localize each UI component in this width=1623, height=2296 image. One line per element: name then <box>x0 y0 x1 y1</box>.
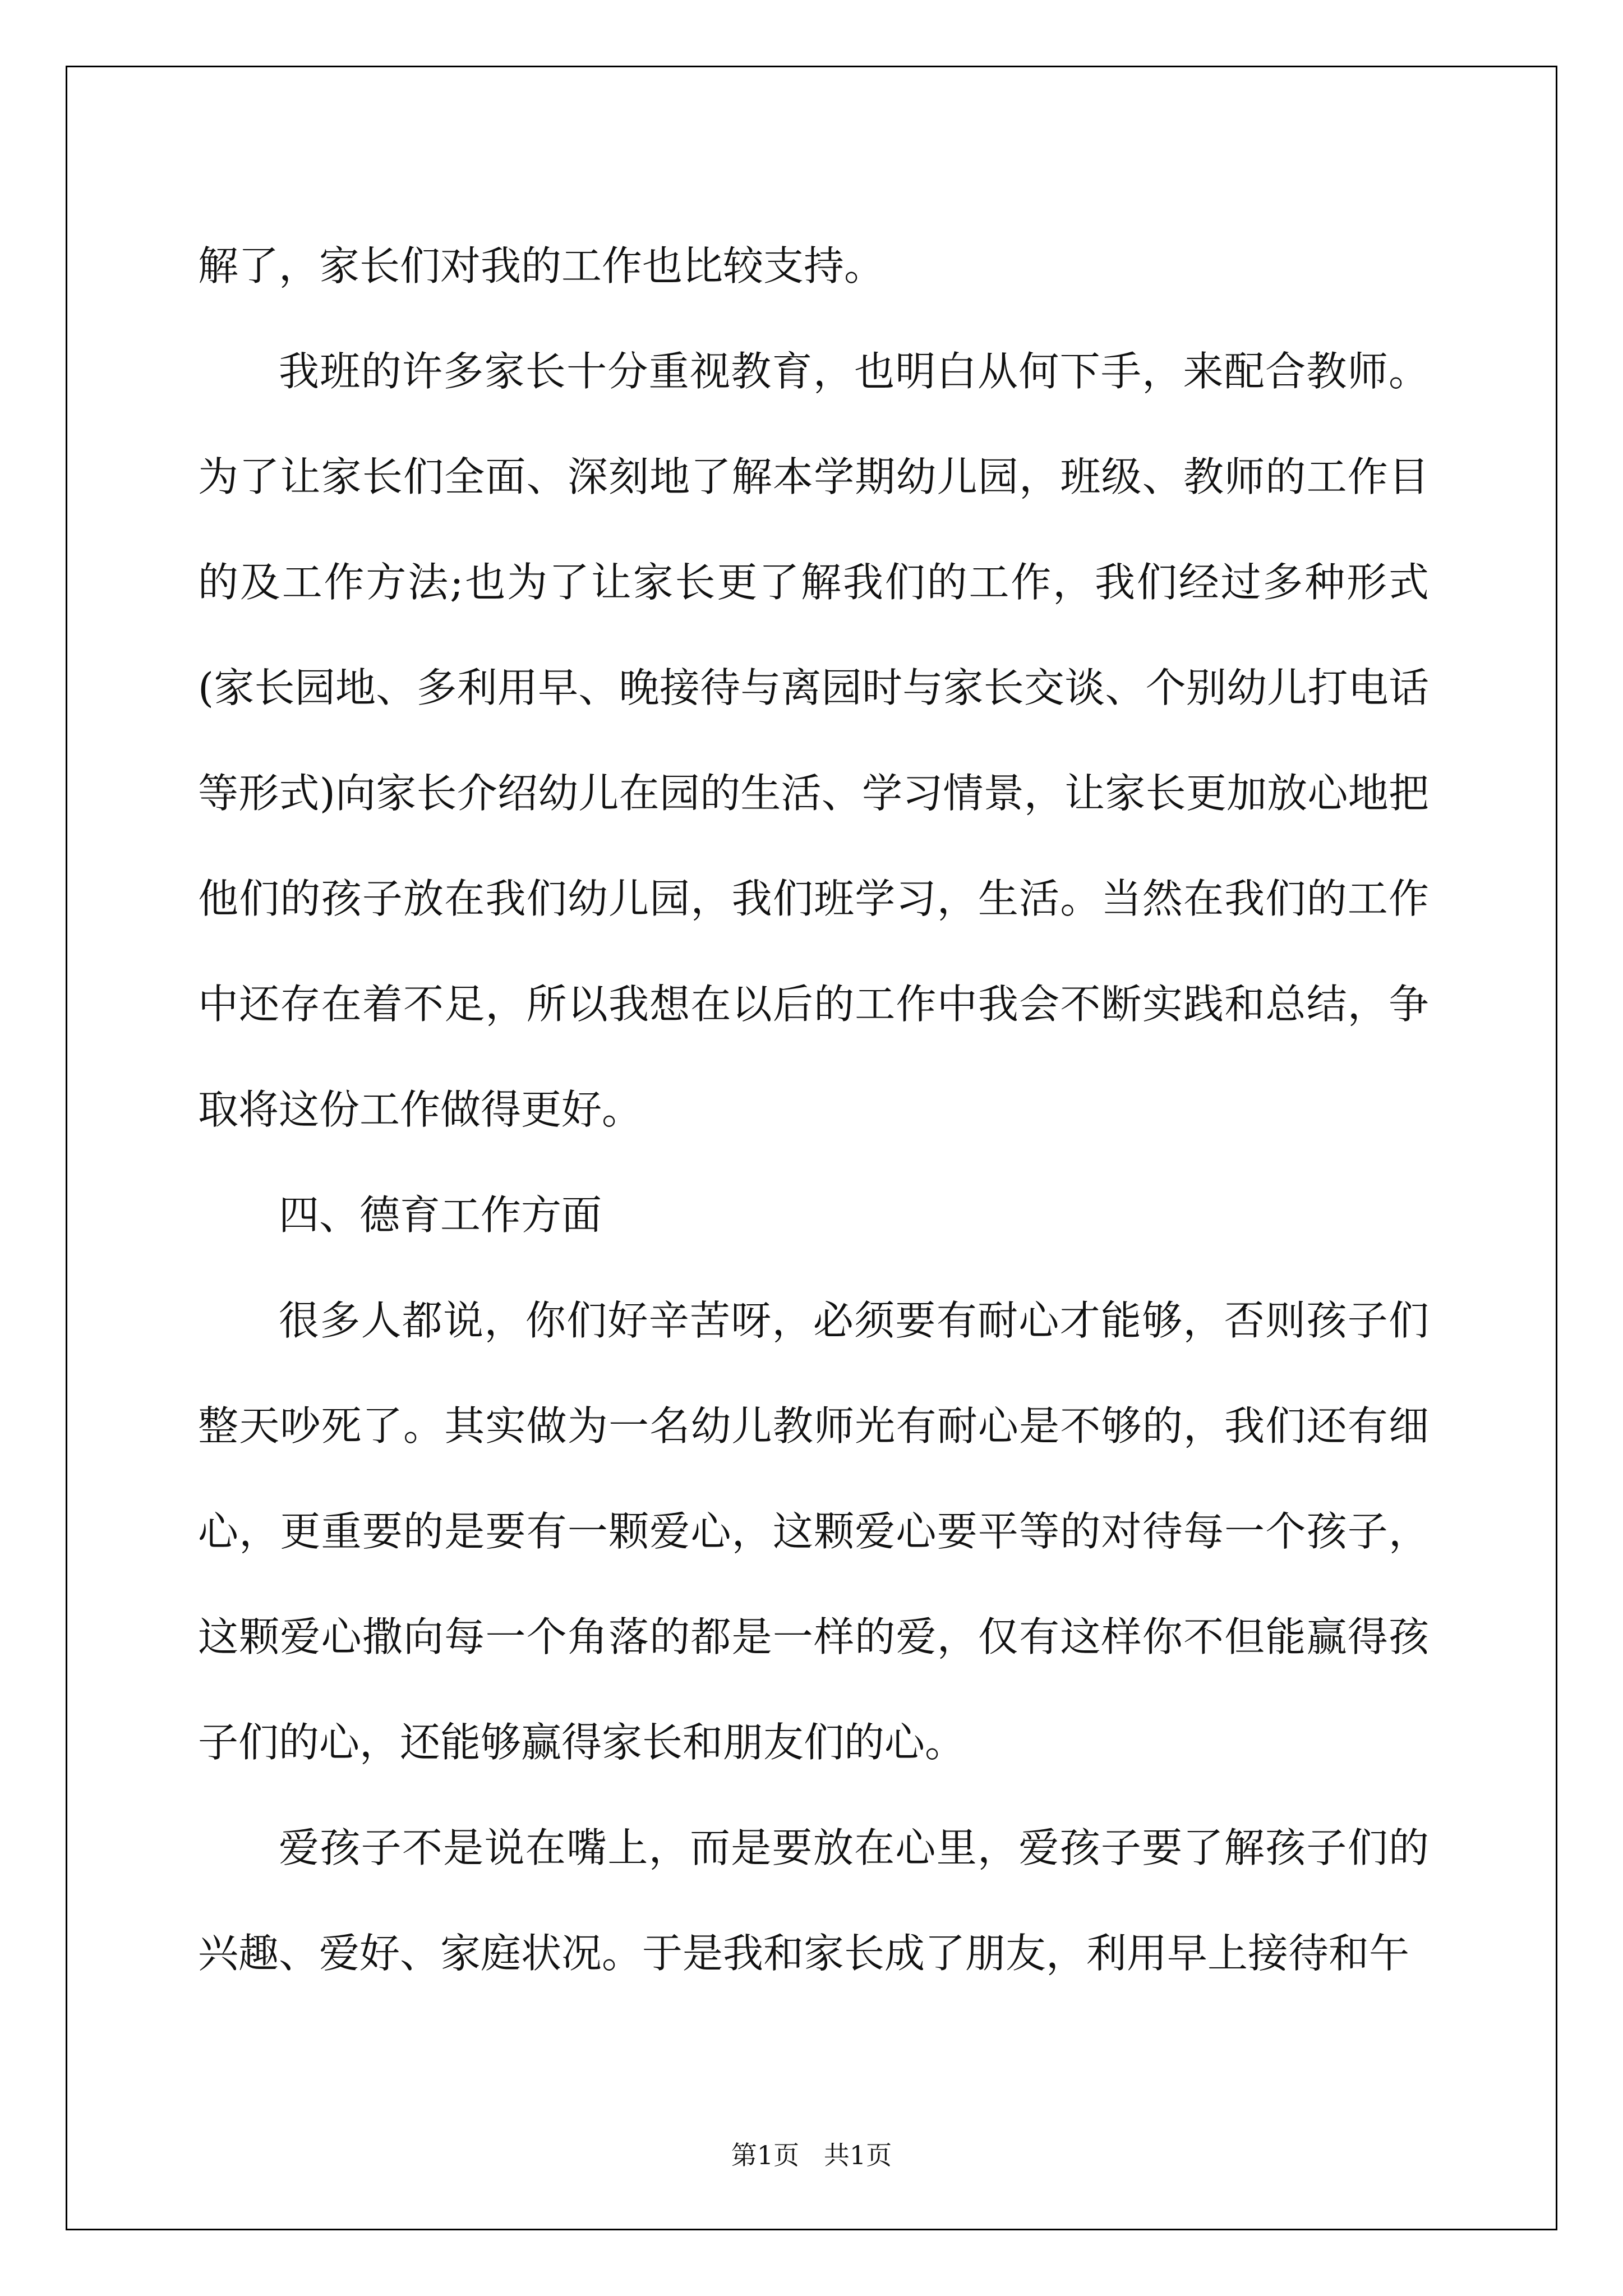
paragraph-1: 解了，家长们对我的工作也比较支持。 <box>198 242 885 289</box>
paragraph-4: 爱孩子不是说在嘴上，而是要放在心里，爱孩子要了解孩子们的兴趣、爱好、家庭状况。于是我和家长成了朋友，利用早上接待和午 <box>198 1824 1429 1977</box>
section-heading-moral-education: 四、德育工作方面 <box>279 1191 602 1239</box>
page-footer: 第1页 共1页 <box>731 2140 892 2170</box>
paragraph-3: 很多人都说，你们好辛苦呀，必须要有耐心才能够，否则孩子们整天吵死了。其实做为一名幼儿教师光有耐心是不够的，我们还有细心，更重要的是要有一颗爱心，这颗爱心要平等的对待每一个孩子，这颗爱心撒向每一个角落的都是一样的爱，仅有这样你不但能赢得孩子们的心，还能够赢得家长和朋友们的心。 <box>198 1297 1429 1766</box>
document-body <box>198 213 1429 2006</box>
paragraph-2: 我班的许多家长十分重视教育，也明白从何下手，来配合教师。为了让家长们全面、深刻地了解本学期幼儿园，班级、教师的工作目的及工作方法;也为了让家长更了解我们的工作，我们经过多种形式(家长园地、多利用早、晚接待与离园时与家长交谈、个别幼儿打电话等形式)向家长介绍幼儿在园的生活、学习情景，让家长更加放心地把他们的孩子放在我们幼儿园，我们班学习，生活。当然在我们的工作中还存在着不足，所以我想在以后的工作中我会不断实践和总结，争取将这份工作做得更好。 <box>198 348 1429 1133</box>
